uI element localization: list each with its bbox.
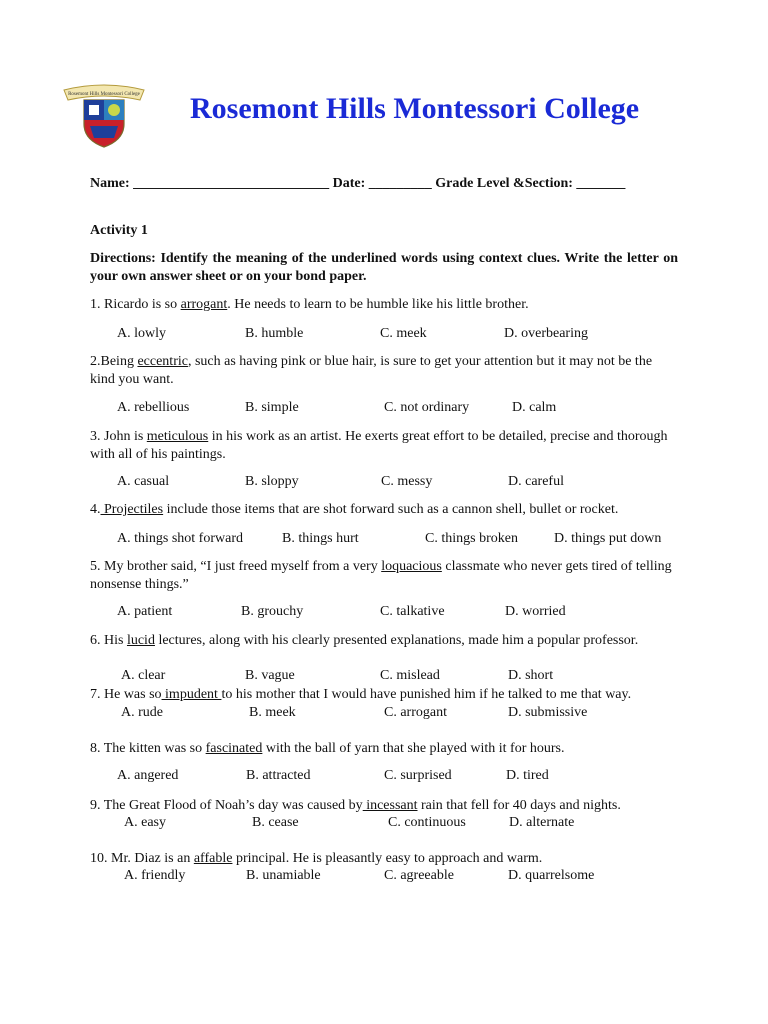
option-c: C. agreeable [384, 868, 454, 883]
option-a: A. lowly [117, 326, 166, 341]
option-b: B. vague [245, 668, 295, 683]
question-7: 7. He was so impudent to his mother that I would have punished him if he talked to me that way. [90, 687, 632, 702]
option-c: C. messy [381, 474, 433, 489]
option-a: A. rude [121, 705, 163, 720]
option-a: A. clear [121, 668, 166, 683]
option-b: B. grouchy [241, 604, 304, 619]
option-c: C. surprised [384, 768, 452, 783]
option-d: D. short [508, 668, 554, 683]
option-d: D. alternate [509, 815, 575, 830]
question-5: 5. My brother said, “I just freed myself from a very loquacious classmate who never gets tired of telling nonsense things.” [90, 559, 672, 592]
option-d: D. worried [505, 604, 566, 619]
question-8: 8. The kitten was so fascinated with the ball of yarn that she played with it for hours. [90, 741, 565, 756]
option-b: B. things hurt [282, 531, 359, 546]
option-c: C. things broken [425, 531, 518, 546]
option-b: B. attracted [246, 768, 311, 783]
question-3: 3. John is meticulous in his work as an artist. He exerts great effort to be detailed, precise and thorough with all of his paintings. [90, 429, 668, 462]
option-d: D. calm [512, 400, 557, 415]
option-c: C. continuous [388, 815, 466, 830]
underlined-word: loquacious [381, 559, 442, 574]
question-10: 10. Mr. Diaz is an affable principal. He is pleasantly easy to approach and warm. [90, 851, 543, 866]
option-b: B. sloppy [245, 474, 299, 489]
option-a: A. patient [117, 604, 173, 619]
option-d: D. overbearing [504, 326, 588, 341]
option-b: B. meek [249, 705, 296, 720]
option-a: A. casual [117, 474, 170, 489]
activity-title: Activity 1 [90, 223, 148, 238]
option-b: B. cease [252, 815, 299, 830]
option-a: A. easy [124, 815, 166, 830]
option-c: C. meek [380, 326, 427, 341]
question-9: 9. The Great Flood of Noah’s day was caused by incessant rain that fell for 40 days and nights. [90, 798, 621, 813]
student-info-line: Name: ____________________________ Date: _________ Grade Level &Section: _______ [90, 176, 626, 191]
option-d: D. submissive [508, 705, 588, 720]
school-crest-logo [60, 80, 148, 148]
underlined-word: impudent [161, 687, 222, 702]
underlined-word: lucid [126, 633, 155, 648]
underlined-word: eccentric [137, 354, 188, 369]
option-c: C. not ordinary [384, 400, 470, 415]
option-d: D. careful [508, 474, 564, 489]
option-a: A. friendly [124, 868, 186, 883]
option-c: C. arrogant [384, 705, 447, 720]
question-2: 2.Being eccentric, such as having pink or blue hair, is sure to get your attention but it may not be the kind you want. [90, 354, 653, 387]
underlined-word: fascinated [205, 741, 263, 756]
option-b: B. unamiable [246, 868, 321, 883]
option-b: B. simple [245, 400, 299, 415]
option-d: D. things put down [554, 531, 662, 546]
underlined-word: incessant [362, 798, 418, 813]
underlined-word: Projectiles [100, 502, 164, 517]
option-d: D. tired [506, 768, 549, 783]
page-title: Rosemont Hills Montessori College [190, 92, 640, 125]
underlined-word: affable [193, 851, 233, 866]
option-c: C. talkative [380, 604, 445, 619]
option-a: A. angered [117, 768, 179, 783]
option-b: B. humble [245, 326, 304, 341]
logo-banner-text: Rosemont Hills Montessori College [68, 92, 140, 97]
question-1: 1. Ricardo is so arrogant. He needs to learn to be humble like his little brother. [90, 297, 529, 312]
option-a: A. rebellious [117, 400, 190, 415]
underlined-word: meticulous [146, 429, 209, 444]
question-4: 4. Projectiles include those items that are shot forward such as a cannon shell, bullet or rocket. [90, 502, 619, 517]
option-d: D. quarrelsome [508, 868, 595, 883]
option-a: A. things shot forward [117, 531, 243, 546]
option-c: C. mislead [380, 668, 440, 683]
question-6: 6. His lucid lectures, along with his clearly presented explanations, made him a popular professor. [90, 633, 639, 648]
underlined-word: arrogant [180, 297, 228, 312]
directions-text: Directions: Identify the meaning of the underlined words using context clues. Write the letter on your own answer sheet or on your bond paper. [90, 251, 678, 284]
